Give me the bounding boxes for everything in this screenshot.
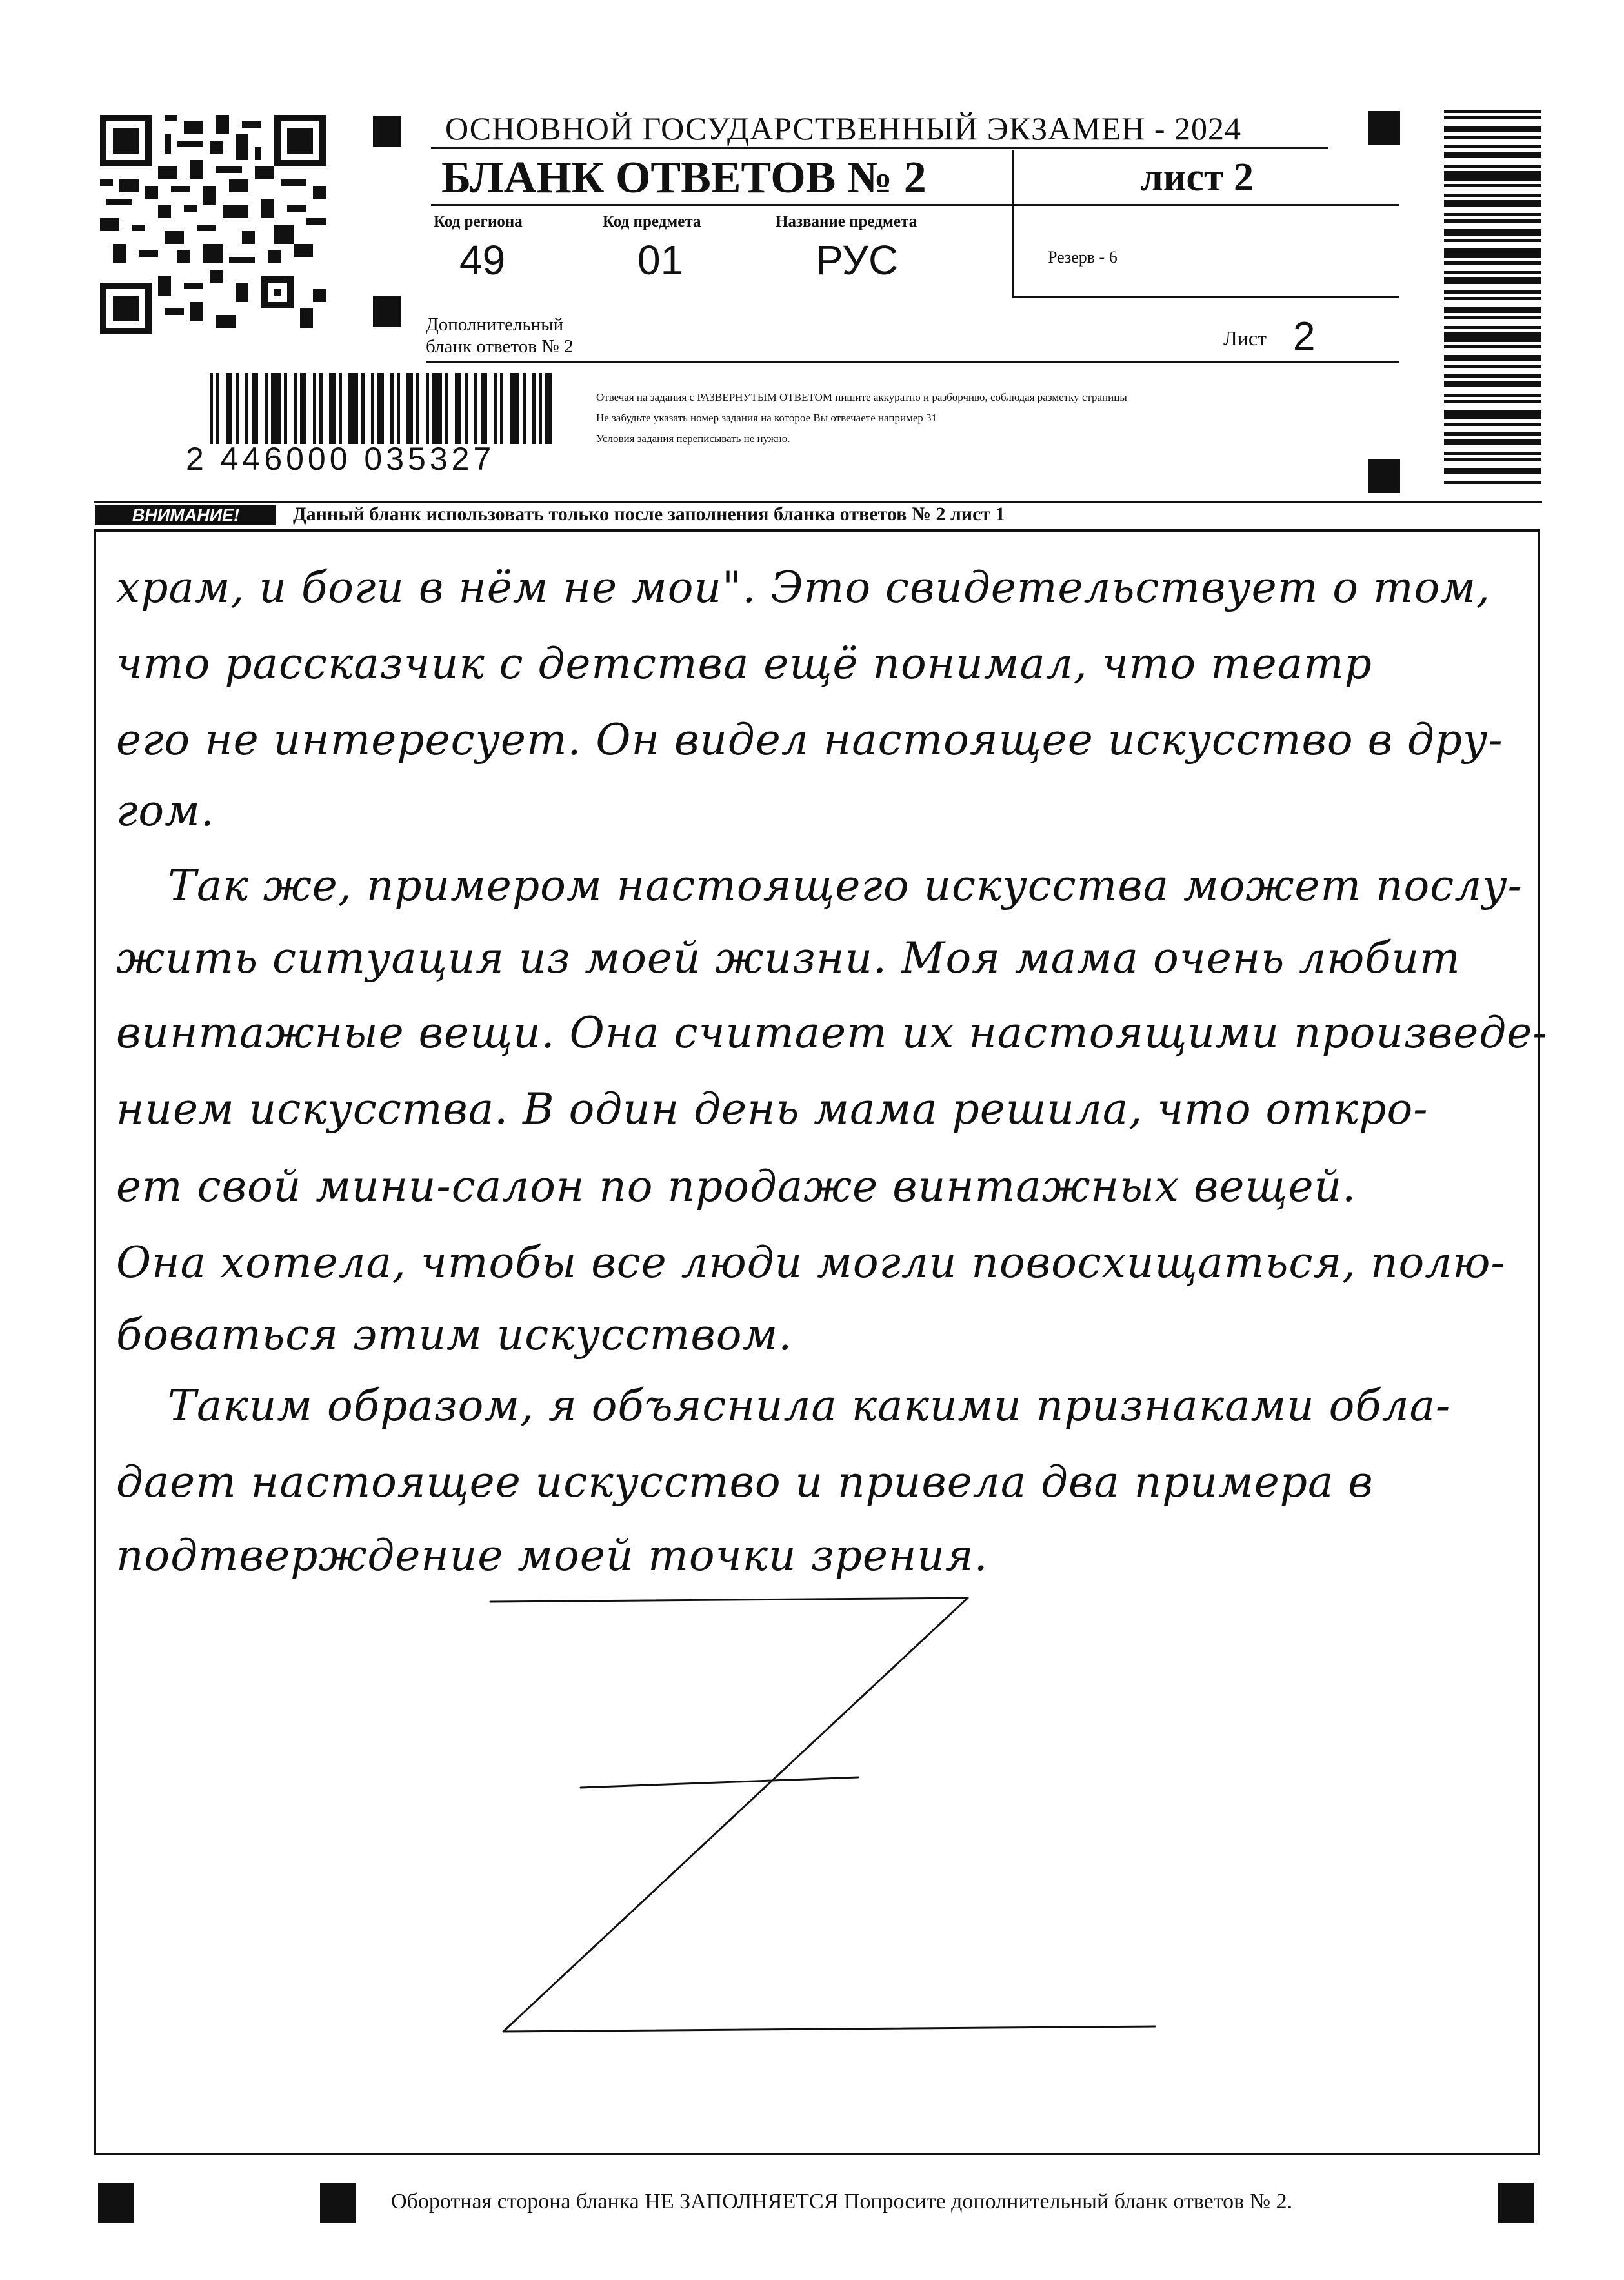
list-value: 2 <box>1293 314 1316 359</box>
z-strikeout-mark <box>477 1575 1161 2078</box>
answer-line: нием искусства. В один день мама решила, что откро- <box>116 1084 1429 1134</box>
registration-mark <box>98 2183 134 2223</box>
divider <box>431 204 1399 206</box>
subject-name-label: Название предмета <box>776 213 917 230</box>
list-label: Лист <box>1223 327 1267 350</box>
additional-label: Дополнительный бланк ответов № 2 <box>426 314 574 357</box>
answer-line: боваться этим искусством. <box>116 1310 793 1360</box>
region-label: Код региона <box>434 213 523 230</box>
answer-line: Таким образом, я объяснила какими признаками обла- <box>168 1381 1451 1431</box>
registration-mark <box>1498 2183 1534 2223</box>
registration-mark <box>373 116 401 147</box>
barcode-right <box>1444 110 1541 484</box>
divider <box>426 361 1399 363</box>
instructions: Отвечая на задания с РАЗВЕРНУТЫМ ОТВЕТОМ пишите аккуратно и разборчиво, соблюдая разметку страницы Не забудьте указать номер задания на которое Вы отвечаете например 31 Условия задания переписывать не нужно. <box>596 391 1127 445</box>
attention-badge: ВНИМАНИЕ! <box>95 505 276 525</box>
form-title: БЛАНК ОТВЕТОВ № 2 <box>441 153 927 203</box>
divider <box>1012 296 1399 298</box>
attention-text: Данный бланк использовать только после заполнения бланка ответов № 2 лист 1 <box>293 503 1005 525</box>
answer-line: Так же, примером настоящего искусства может послу- <box>168 861 1523 911</box>
region-value: 49 <box>459 237 506 283</box>
registration-mark <box>1368 459 1400 493</box>
answer-line: винтажные вещи. Она считает их настоящими произведе- <box>116 1008 1548 1058</box>
answer-line: храм, и боги в нём не мои". Это свидетельствует о том, <box>116 563 1491 612</box>
answer-line: подтверждение моей точки зрения. <box>116 1531 988 1580</box>
sheet-label: лист 2 <box>1141 156 1254 199</box>
answer-line: что рассказчик с детства ещё понимал, что театр <box>116 639 1372 689</box>
subject-code-value: 01 <box>637 237 684 283</box>
subject-name-value: РУС <box>816 237 899 283</box>
answer-line: гом. <box>116 786 215 836</box>
barcode-number: 2 446000 035327 <box>186 441 496 477</box>
exam-title: ОСНОВНОЙ ГОСУДАРСТВЕННЫЙ ЭКЗАМЕН - 2024 <box>445 110 1241 146</box>
registration-mark <box>1368 111 1400 145</box>
registration-mark <box>373 296 401 327</box>
answer-line: его не интересует. Он видел настоящее искусство в дру- <box>116 715 1503 765</box>
answer-line: Она хотела, чтобы все люди могли повосхищаться, полю- <box>116 1238 1506 1287</box>
qr-code <box>100 115 326 334</box>
barcode-left <box>210 373 552 444</box>
subject-code-label: Код предмета <box>603 213 701 230</box>
divider <box>431 147 1328 149</box>
divider <box>1012 150 1014 297</box>
footer-note: Оборотная сторона бланка НЕ ЗАПОЛНЯЕТСЯ Попросите дополнительный бланк ответов № 2. <box>391 2190 1293 2214</box>
registration-mark <box>320 2183 356 2223</box>
answer-line: жить ситуация из моей жизни. Моя мама очень любит <box>116 933 1461 983</box>
answer-line: дает настоящее искусство и привела два примера в <box>116 1457 1374 1507</box>
reserve-field: Резерв - 6 <box>1048 248 1118 267</box>
answer-line: ет свой мини-салон по продаже винтажных вещей. <box>116 1162 1357 1211</box>
